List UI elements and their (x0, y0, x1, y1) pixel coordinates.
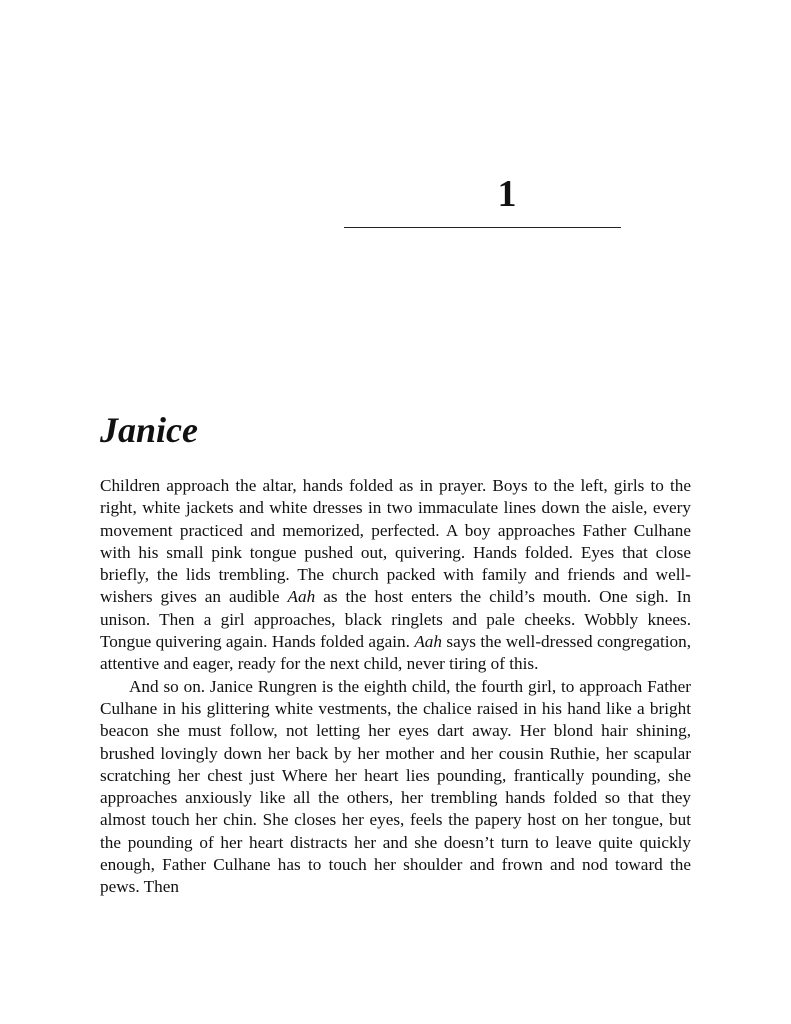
chapter-body (100, 475, 691, 899)
italic-emphasis: Aah (414, 632, 442, 652)
paragraph-text: says the well-dressed congregation, attentive and eager, ready for the next child, never tiring of this. (100, 632, 691, 674)
chapter-number: 1 (497, 173, 517, 215)
body-paragraph (100, 475, 691, 676)
italic-emphasis: Aah (287, 587, 316, 607)
paragraph-text: as the host enters the child’s mouth. One sigh. In unison. Then a girl approaches, black ringlets and pale cheeks. Wobbly knees. Tongue quivering again. Hands folded again. (100, 587, 691, 652)
paragraph-text: Children approach the altar, hands folded as in prayer. Boys to the left, girls to the right, white jackets and white dresses in two immaculate lines down the aisle, every movement practiced and memorized, perfected. A boy approaches Father Culhane with his small pink tongue pushed out, quivering. Hands folded. Eyes that close briefly, the lids trembling. The church packed with family and friends and well-wishers gives an audible (100, 476, 691, 607)
body-paragraph (100, 676, 691, 899)
paragraph-text: And so on. Janice Rungren is the eighth child, the fourth girl, to approach Father Culhane in his glittering white vestments, the chalice raised in his hand like a bright beacon she must follow, not letting her eyes dart away. Her blond hair shining, brushed lovingly down her back by her mother and her cousin Ruthie, her scapular scratching her chest just Where her heart lies pounding, frantically pounding, she approaches anxiously like all the others, her trembling hands folded so that they almost touch her chin. She closes her eyes, feels the papery host on her tongue, but the pounding of her heart distracts her and she doesn’t turn to leave quite quickly enough, Father Culhane has to touch her shoulder and frown and nod toward the pews. Then (100, 676, 691, 897)
chapter-divider (344, 227, 621, 228)
chapter-title: Janice (100, 410, 198, 450)
